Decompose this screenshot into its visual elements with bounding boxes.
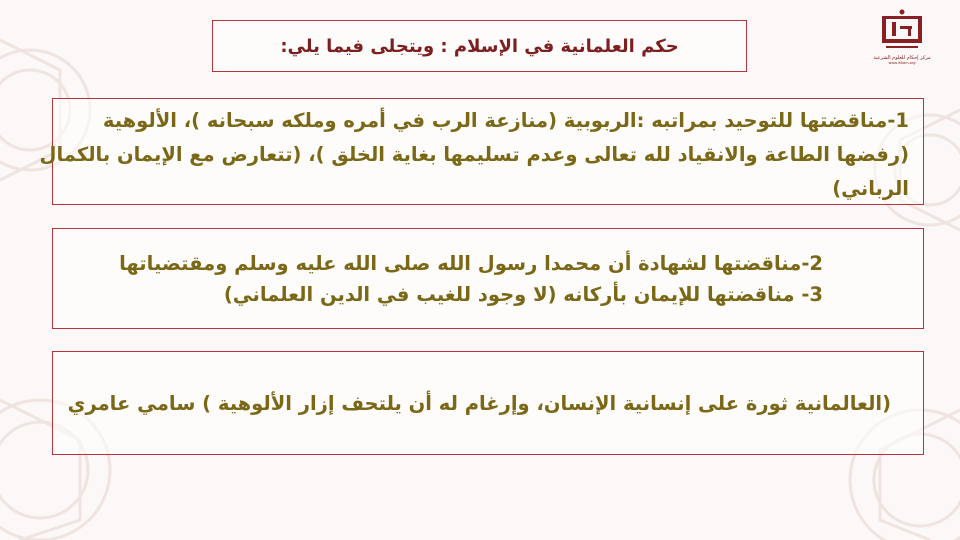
point-1-line-1: 1-مناقضتها للتوحيد بمراتبه :الربوبية (منازعة الرب في أمره وملكه سبحانه )، الألوهية <box>102 109 909 132</box>
quote-text: (العالمانية ثورة على إنسانية الإنسان، وإرغام له أن يلتحف إزار الألوهية ) سامي عامري <box>67 391 891 415</box>
quote-box <box>52 351 924 455</box>
title-box <box>212 20 747 72</box>
point-1-line-2: (رفضها الطاعة والانقياد لله تعالى وعدم تسليمها بغاية الخلق )، (تتعارض مع الإيمان بالكمال <box>39 143 909 166</box>
page-title: حكم العلمانية في الإسلام : ويتجلى فيما يلي: <box>280 35 679 57</box>
ihkam-logo <box>872 8 932 74</box>
ihkam-logo-mark <box>876 8 928 54</box>
points-2-3-box <box>52 228 924 329</box>
logo-url: www.ihkam.org <box>888 61 916 65</box>
logo-caption: مركز إحكام للعلوم الشرعية <box>873 55 931 61</box>
point-2-line: 2-مناقضتها لشهادة أن محمدا رسول الله صلى الله عليه وسلم ومقتضياتها <box>119 252 823 275</box>
point-3-line: 3- مناقضتها للإيمان بأركانه (لا وجود للغيب في الدين العلماني) <box>223 283 823 306</box>
point-1-box <box>39 98 924 205</box>
point-1-line-3: الرباني) <box>832 177 909 200</box>
